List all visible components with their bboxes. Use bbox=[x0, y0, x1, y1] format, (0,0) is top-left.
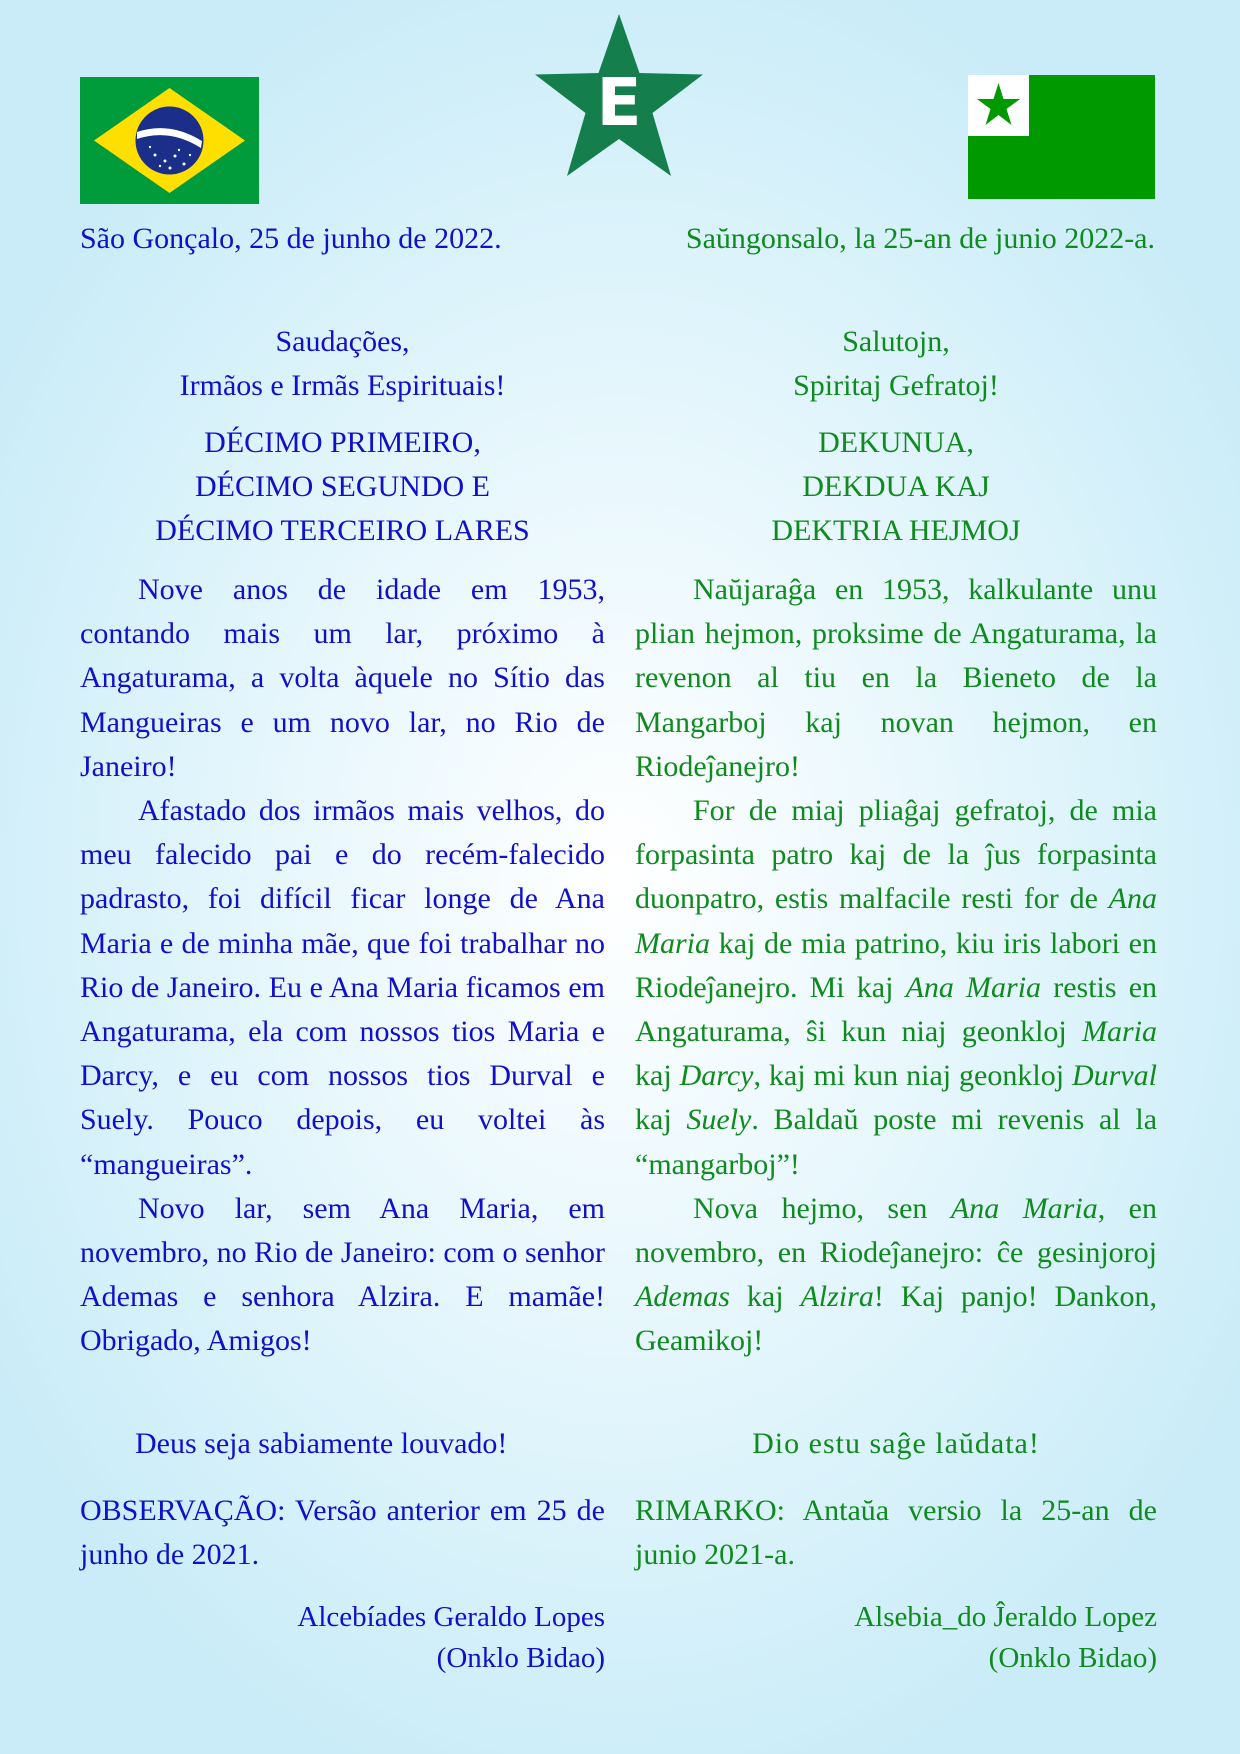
text-run: Nova hejmo, sen bbox=[693, 1191, 951, 1225]
name-emphasis: Durval bbox=[1072, 1059, 1157, 1093]
text-run: . Baldaŭ poste mi revenis al la “mangarboj”! bbox=[635, 1103, 1158, 1181]
text-run: kaj de mia patrino, kiu iris labori en Riodeĵanejro. Mi kaj bbox=[635, 926, 1157, 1004]
title-line: DEKDUA KAJ bbox=[802, 470, 990, 503]
paragraph bbox=[635, 1187, 1157, 1364]
date-portuguese: São Gonçalo, 25 de junho de 2022. bbox=[80, 222, 502, 255]
closing-portuguese: Deus seja sabiamente louvado! bbox=[135, 1427, 508, 1460]
title-line: DEKUNUA, bbox=[818, 426, 974, 459]
paragraph-ending: “mangueiras”. bbox=[80, 1147, 253, 1181]
closing-esperanto: Dio estu saĝe laŭdata! bbox=[752, 1427, 1040, 1460]
signature-name: Alsebia_do Ĵeraldo Lopez bbox=[854, 1601, 1157, 1633]
esperanto-flag bbox=[968, 75, 1155, 199]
text-run: ! Kaj panjo! Dankon, Geamikoj! bbox=[635, 1280, 1157, 1358]
esperanto-star-emblem bbox=[530, 12, 708, 186]
text-run: , kaj mi kun niaj geonkloj bbox=[753, 1059, 1072, 1093]
title-line: DÉCIMO TERCEIRO LARES bbox=[155, 514, 530, 547]
brazil-flag bbox=[80, 77, 259, 204]
title-portuguese bbox=[80, 421, 605, 553]
text-run: kaj bbox=[635, 1059, 680, 1093]
signature-name: Alcebíades Geraldo Lopes bbox=[297, 1601, 605, 1633]
name-emphasis: Ademas bbox=[635, 1280, 730, 1314]
body-esperanto bbox=[635, 568, 1157, 1364]
note-portuguese: OBSERVAÇÃO: Versão anterior em 25 de junho de 2021. bbox=[80, 1494, 605, 1571]
note-esperanto: RIMARKO: Antaŭa versio la 25-an de junio 2021-a. bbox=[635, 1494, 1157, 1571]
signature-esperanto bbox=[635, 1597, 1157, 1679]
greeting-portuguese bbox=[80, 320, 605, 408]
greeting-line: Spiritaj Gefratoj! bbox=[793, 369, 999, 402]
greeting-line: Saudações, bbox=[275, 325, 410, 358]
greeting-line: Salutojn, bbox=[842, 325, 950, 358]
signature-portuguese bbox=[80, 1597, 605, 1679]
paragraph: Afastado dos irmãos mais velhos, do meu falecido pai e do recém-falecido padrasto, foi difícil ficar longe de Ana Maria e de minha mãe, que foi trabalhar no Rio de Janeiro. Eu e Ana Maria ficamos em Angaturama, ela com nossos tios Maria e Darcy, e eu com nossos tios Durval e Suely. Pouco depois, eu voltei às bbox=[80, 794, 605, 1137]
title-line: DÉCIMO SEGUNDO E bbox=[195, 470, 490, 503]
signature-nickname: (Onklo Bidao) bbox=[436, 1642, 605, 1674]
name-emphasis: Suely bbox=[686, 1103, 752, 1137]
name-emphasis: Ana Maria bbox=[635, 882, 1157, 960]
name-emphasis: Ana Maria bbox=[950, 1191, 1098, 1225]
greeting-esperanto bbox=[635, 320, 1157, 408]
name-emphasis: Maria bbox=[1082, 1015, 1157, 1049]
title-line: DÉCIMO PRIMEIRO, bbox=[204, 426, 481, 459]
text-run: kaj bbox=[729, 1280, 801, 1314]
paragraph: Naŭjaraĝa en 1953, kalkulante unu plian hejmon, proksime de Angaturama, la revenon al tiu en la Bieneto de la Mangarboj kaj novan hejmon, en Riodeĵanejro! bbox=[635, 573, 1157, 783]
paragraph: Novo lar, sem Ana Maria, em novembro, no Rio de Janeiro: com o senhor Ademas e senhora Alzira. E mamãe! Obrigado, Amigos! bbox=[80, 1191, 605, 1358]
paragraph: Nove anos de idade em 1953, contando mais um lar, próximo à Angaturama, a volta àquele no Sítio das Mangueiras e um novo lar, no Rio de Janeiro! bbox=[80, 573, 605, 783]
text-run: kaj bbox=[635, 1103, 687, 1137]
signature-nickname: (Onklo Bidao) bbox=[988, 1642, 1157, 1674]
text-run: , en novembro, en Riodeĵanejro: ĉe gesinjoroj bbox=[635, 1191, 1157, 1270]
body-portuguese bbox=[80, 568, 605, 1364]
greeting-line: Irmãos e Irmãs Espirituais! bbox=[179, 369, 506, 402]
title-esperanto bbox=[635, 421, 1157, 553]
date-esperanto: Saŭngonsalo, la 25-an de junio 2022-a. bbox=[685, 222, 1155, 255]
text-run: For de miaj pliaĝaj gefratoj, de mia forpasinta patro kaj de la ĵus forpasinta duonpatro, estis malfacile resti for de bbox=[635, 794, 1157, 916]
name-emphasis: Darcy bbox=[679, 1059, 754, 1093]
emblem-letter: E bbox=[596, 64, 642, 141]
paragraph bbox=[635, 789, 1157, 1187]
name-emphasis: Alzira bbox=[800, 1280, 874, 1314]
name-emphasis: Ana Maria bbox=[905, 970, 1042, 1004]
text-run: restis en Angaturama, ŝi kun niaj geonkloj bbox=[635, 970, 1158, 1049]
title-line: DEKTRIA HEJMOJ bbox=[771, 514, 1021, 547]
